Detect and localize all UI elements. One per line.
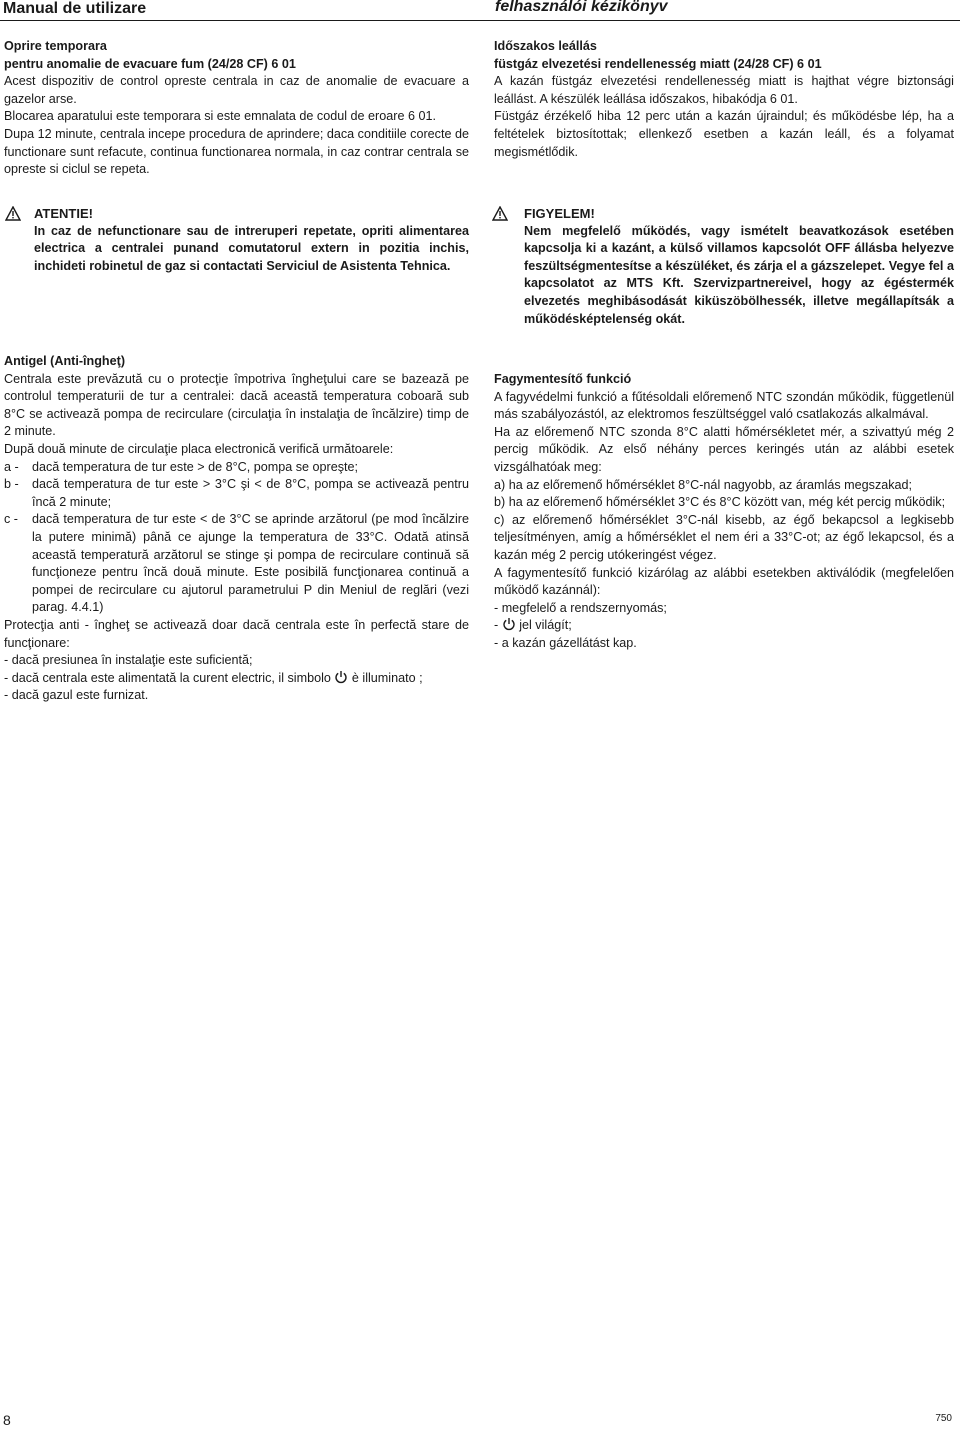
hu-warning-body: Nem megfelelő működés, vagy ismételt beavatkozások esetében kapcsolja ki a kazánt, a külső villamos kapcsolót OFF állásba helyezve feszültségmentesítse a készüléket, és zárja el a gázszelepet. Vegye fel a kapcsolatot az MTS Kft. Szervizpartnereivel, hogy az égéstermék elvezetés meghibásodását kiküszöbölhessék, illetve megállapítsák a működésképtelenség okát. [524,223,954,326]
ro-list-text-b: dacă temperatura de tur este > 3°C şi < de 8°C, pompa se activează pentru încă 2 minute; [32,477,469,509]
hu-condition-power-dash: - [494,618,499,633]
document-code: 750 [935,1413,952,1424]
ro-list-item-a [4,459,469,477]
power-icon [502,617,516,631]
hu-antifreeze-section [494,371,954,653]
hu-case-b: b) ha az előremenő hőmérséklet 3°C és 8°C között van, még két percig működik; [494,495,946,510]
ro-antifreeze-paragraph-2: După două minute de circulaţie placa electronică verifică următoarele: [4,441,394,456]
ro-temporary-stop-section [4,38,469,179]
hu-warning-icon [492,206,508,221]
ro-stop-paragraph-1: Acest dispozitiv de control opreste centrala in caz de anomalie de evacuare a gazelor arse. [4,74,469,106]
hu-stop-title: Időszakos leállás [494,39,597,53]
ro-list-item-c [4,511,469,617]
hu-stop-paragraph-2: Füstgáz érzékelő hiba 12 perc után a kazán újraindul; és működésbe lép, ha a feltételek biztosítottak; ellenkező esetben a kazán leáll, és a folyamat megismétlődik. [494,109,954,159]
page-header [0,0,960,26]
ro-list-marker-c: c - [4,512,18,527]
hu-condition-power [494,617,954,635]
ro-list-marker-a: a - [4,459,19,474]
hu-antifreeze-paragraph-3: A fagymentesítő funkció kizárólag az alábbi esetekben aktiválódik (megfelelően működő kazánnál): [494,565,954,598]
header-title-hu: felhasználói kézikönyv [495,0,668,15]
hu-condition-gas: - a kazán gázellátást kap. [494,635,637,650]
ro-stop-title: Oprire temporara [4,39,107,53]
hu-antifreeze-paragraph-1: A fagyvédelmi funkció a fűtésoldali előremenő NTC szondán működik, függetlenül más szabályozástól, az elektromos feszültséggel való csatlakozás alkalmával. [494,389,954,422]
hu-antifreeze-title: Fagymentesítő funkció [494,372,632,386]
ro-warning-title: ATENTIE! [34,206,93,221]
hu-condition-pressure: - megfelelő a rendszernyomás; [494,600,667,615]
hu-warning-title: FIGYELEM! [524,206,595,221]
ro-list-item-b [4,476,469,511]
ro-warning-icon [5,206,21,221]
ro-antifreeze-title: Antigel (Anti-îngheţ) [4,354,126,368]
hu-antifreeze-paragraph-2: Ha az előremenő NTC szonda 8°C alatti hőmérsékletet mér, a szivattyú még 2 percig működik. Az első néhány perces keringés után az alábbi esetek vizsgálhatóak meg: [494,424,954,474]
ro-list-text-c: dacă temperatura de tur este < de 3°C se aprinde arzătorul (pe mod încălzire la putere minimă) până ce ajunge la temperatura de 33°C. Odată atinsă această temperatură arzătorul se stinge şi pompa de recirculare continuă să funcţioneze pentru încă două minute. Este posibilă funcţionarea continuă a pompei de recirculare cu ajutorul parametrului P din Meniul de reglări (vezi parag. 4.4.1) [32,512,469,615]
header-rule [0,20,960,21]
hu-condition-power-text: jel világít; [519,618,572,633]
ro-condition-power [4,670,469,688]
ro-condition-power-text: - dacă centrala este alimentată la curent electric, il simbolo [4,670,331,685]
hu-case-a: a) ha az előremenő hőmérséklet 8°C-nál nagyobb, az áramlás megszakad; [494,477,913,492]
ro-antifreeze-paragraph-3: Protecţia anti - îngheţ se activează doar dacă centrala este în perfectă stare de funcţionare: [4,617,469,650]
ro-antifreeze-paragraph-1: Centrala este prevăzută cu o protecţie împotriva îngheţului care se bazează pe controlul temperaturii de tur a centralei: dacă această temperatura coboară sub 8°C se activează pompa de recirculare (circulaţia în instalaţia de încălzire) timp de 2 minute. [4,371,469,439]
hu-stop-paragraph-1: A kazán füstgáz elvezetési rendellenesség miatt is hajthat végre biztonsági leállást. A készülék leállása időszakos, hibakódja 6 01. [494,74,954,106]
ro-stop-paragraph-2: Blocarea aparatului este temporara si este emnalata de codul de eroare 6 01. [4,109,436,124]
ro-list-text-a: dacă temperatura de tur este > de 8°C, pompa se opreşte; [32,459,359,474]
ro-stop-subtitle: pentru anomalie de evacuare fum (24/28 CF) 6 01 [4,56,296,71]
ro-condition-gas: - dacă gazul este furnizat. [4,688,149,703]
hu-case-c: c) az előremenő hőmérséklet 3°C-nál kisebb, az égő bekapcsol a legkisebb teljesítményen, amíg a hőmérséklet el nem éri a 33°C-ot; az égő lekapcsol, és a kazán még 2 percig utókeringést végez. [494,512,954,562]
power-icon [334,670,348,684]
hu-stop-subtitle: füstgáz elvezetési rendellenesség miatt (24/28 CF) 6 01 [494,56,822,71]
ro-antifreeze-section [4,353,469,705]
header-title-ro: Manual de utilizare [3,0,147,17]
ro-warning-block [34,205,469,275]
page-number: 8 [3,1412,11,1428]
ro-condition-pressure: - dacă presiunea în instalaţie este suficientă; [4,653,253,668]
ro-warning-body: In caz de nefunctionare sau de intreruperi repetate, opriti alimentarea electrica a centralei punand comutatorul extern in pozitia inchis, inchideti robinetul de gaz si contactati Serviciul de Asistenta Tehnica. [34,223,469,273]
ro-list-marker-b: b - [4,477,19,492]
hu-temporary-stop-section [494,38,954,161]
hu-warning-block [524,205,954,328]
ro-stop-paragraph-3: Dupa 12 minute, centrala incepe procedura de aprindere; daca conditiile corecte de functionare sunt refacute, continua functionarea normala, in caz contrar centrala se opreste si ciclul se repeta. [4,126,469,177]
ro-condition-power-text-end: è illuminato ; [351,670,423,685]
